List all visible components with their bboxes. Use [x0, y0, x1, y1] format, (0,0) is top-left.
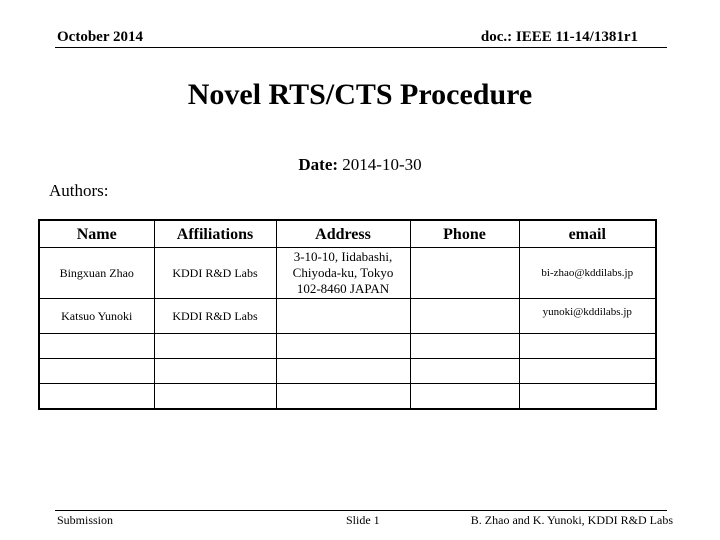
date-label: Date:	[298, 155, 339, 174]
footer-divider	[55, 510, 667, 511]
empty-cell	[154, 334, 276, 359]
empty-cell	[519, 359, 656, 384]
col-header-email: email	[519, 220, 656, 248]
author-phone	[410, 248, 519, 299]
empty-cell	[39, 359, 154, 384]
empty-cell	[39, 384, 154, 410]
table-row	[39, 248, 656, 299]
empty-cell	[154, 384, 276, 410]
header-divider	[55, 47, 667, 48]
table-row	[39, 359, 656, 384]
author-email: bi-zhao@kddilabs.jp	[519, 248, 656, 299]
date-value: 2014-10-30	[342, 155, 422, 174]
empty-cell	[410, 359, 519, 384]
table-header-row	[39, 220, 656, 248]
slide-title: Novel RTS/CTS Procedure	[187, 78, 533, 111]
author-affiliation: KDDI R&D Labs	[154, 248, 276, 299]
author-name: Katsuo Yunoki	[39, 299, 154, 334]
authors-table	[38, 219, 657, 410]
header-date: October 2014	[57, 29, 143, 45]
empty-cell	[276, 384, 410, 410]
table-row	[39, 384, 656, 410]
author-affiliation: KDDI R&D Labs	[154, 299, 276, 334]
author-address	[276, 248, 410, 299]
table-row	[39, 334, 656, 359]
col-header-name: Name	[39, 220, 154, 248]
footer-submission: Submission	[57, 513, 114, 527]
author-email: yunoki@kddilabs.jp	[519, 299, 656, 334]
empty-cell	[410, 334, 519, 359]
address-line: Chiyoda-ku, Tokyo	[292, 265, 394, 280]
empty-cell	[276, 359, 410, 384]
col-header-address: Address	[276, 220, 410, 248]
col-header-phone: Phone	[410, 220, 519, 248]
address-line: 102-8460 JAPAN	[296, 281, 390, 296]
address-line: 3-10-10, Iidabashi,	[293, 249, 393, 264]
date-line	[0, 155, 720, 175]
author-address	[276, 299, 410, 334]
author-phone	[410, 299, 519, 334]
authors-label: Authors:	[49, 181, 109, 200]
empty-cell	[154, 359, 276, 384]
empty-cell	[39, 334, 154, 359]
empty-cell	[519, 384, 656, 410]
empty-cell	[410, 384, 519, 410]
header-doc-id: doc.: IEEE 11-14/1381r1	[480, 29, 638, 45]
author-name: Bingxuan Zhao	[39, 248, 154, 299]
empty-cell	[519, 334, 656, 359]
footer-authors: B. Zhao and K. Yunoki, KDDI R&D Labs	[470, 513, 673, 527]
empty-cell	[276, 334, 410, 359]
footer-slide-number: Slide 1	[346, 513, 380, 527]
col-header-affiliations: Affiliations	[154, 220, 276, 248]
table-row	[39, 299, 656, 334]
